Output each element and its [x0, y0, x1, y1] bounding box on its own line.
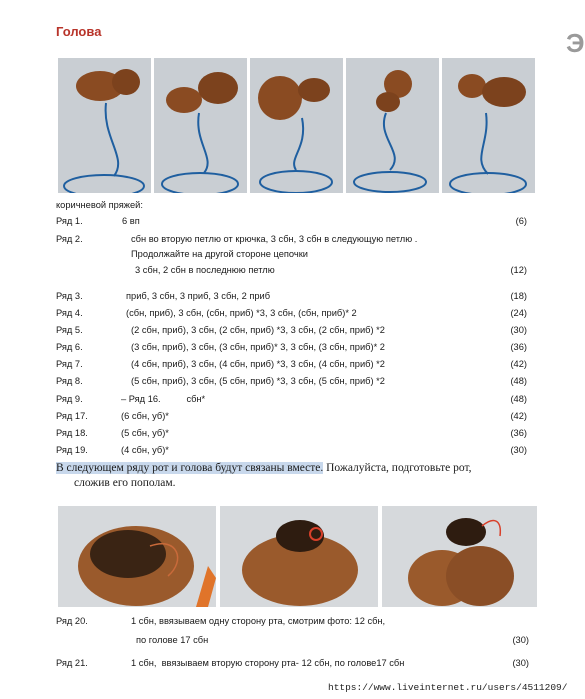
row-label: Ряд 8. [56, 376, 83, 386]
row-text: (6 сбн, уб)* [121, 411, 169, 421]
row-text: – Ряд 16. сбн* [121, 394, 206, 404]
row-label: Ряд 21. [56, 658, 88, 668]
row-count: (30) [512, 658, 529, 668]
row-text: (2 сбн, приб), 3 сбн, (2 сбн, приб) *3, 3 сбн, (2 сбн, приб) *2 [131, 325, 385, 335]
page-title: Голова [56, 24, 102, 39]
row-label: Ряд 1. [56, 216, 83, 226]
row-label: Ряд 4. [56, 308, 83, 318]
row-text: (5 сбн, уб)* [121, 428, 169, 438]
row-label: Ряд 18. [56, 428, 88, 438]
note-line2: сложив его пополам. [74, 477, 176, 489]
photo-head-5 [442, 58, 535, 193]
row-label: Ряд 9. [56, 394, 83, 404]
row-text: (4 сбн, уб)* [121, 445, 169, 455]
row-count: (12) [510, 265, 527, 275]
row-count: (42) [510, 411, 527, 421]
row-count: (48) [510, 376, 527, 386]
intro-text: коричневой пряжей: [56, 200, 143, 210]
row-label: Ряд 19. [56, 445, 88, 455]
note-highlighted: В следующем ряду рот и голова будут связаны вместе. [56, 462, 324, 474]
row-text: (5 сбн, приб), 3 сбн, (5 сбн, приб) *3, 3 сбн, (5 сбн, приб) *2 [131, 376, 385, 386]
row-count: (36) [510, 342, 527, 352]
row-count: (36) [510, 428, 527, 438]
row-text: сбн во вторую петлю от крючка, 3 сбн, 3 сбн в следующую петлю . [131, 234, 418, 244]
row-count: (48) [510, 394, 527, 404]
row-text: Продолжайте на другой стороне цепочки [131, 249, 308, 259]
row-label: Ряд 17. [56, 411, 88, 421]
row-text: 1 сбн, ввязываем вторую сторону рта- 12 сбн, по голове17 сбн [131, 658, 405, 668]
row-text: 6 вп [122, 216, 140, 226]
watermark-url: https://www.liveinternet.ru/users/4511209/ [328, 682, 568, 693]
row-count: (6) [515, 216, 527, 226]
row-count: (42) [510, 359, 527, 369]
photo-mouth-3 [382, 506, 537, 607]
row-count: (30) [510, 445, 527, 455]
photo-mouth-1 [58, 506, 216, 607]
row-text: (3 сбн, приб), 3 сбн, (3 сбн, приб)* 3, 3 сбн, (3 сбн, приб)* 2 [131, 342, 385, 352]
row-label: Ряд 2. [56, 234, 83, 244]
row-label: Ряд 20. [56, 616, 88, 626]
row-label: Ряд 3. [56, 291, 83, 301]
row-count: (30) [512, 635, 529, 645]
row-label: Ряд 5. [56, 325, 83, 335]
instruction-note [56, 461, 536, 491]
row-text: 3 сбн, 2 сбн в последнюю петлю [135, 265, 275, 275]
row-count: (30) [510, 325, 527, 335]
page-number: Э [566, 28, 585, 58]
row-text: (4 сбн, приб), 3 сбн, (4 сбн, приб) *3, 3 сбн, (4 сбн, приб) *2 [131, 359, 385, 369]
row-text: 1 сбн, ввязываем одну сторону рта, смотрим фото: 12 сбн, [131, 616, 386, 626]
photo-head-4 [346, 58, 439, 193]
photo-head-1 [58, 58, 151, 193]
note-rest: Пожалуйста, подготовьте рот, [323, 462, 472, 474]
row-label: Ряд 7. [56, 359, 83, 369]
photo-head-3 [250, 58, 343, 193]
row-count: (18) [510, 291, 527, 301]
row-text: (сбн, приб), 3 сбн, (сбн, приб) *3, 3 сбн, (сбн, приб)* 2 [126, 308, 357, 318]
row-label: Ряд 6. [56, 342, 83, 352]
photo-head-2 [154, 58, 247, 193]
row-count: (24) [510, 308, 527, 318]
row-text: по голове 17 сбн [136, 635, 209, 645]
row-text: приб, 3 сбн, 3 приб, 3 сбн, 2 приб [126, 291, 271, 301]
photo-mouth-2 [220, 506, 378, 607]
